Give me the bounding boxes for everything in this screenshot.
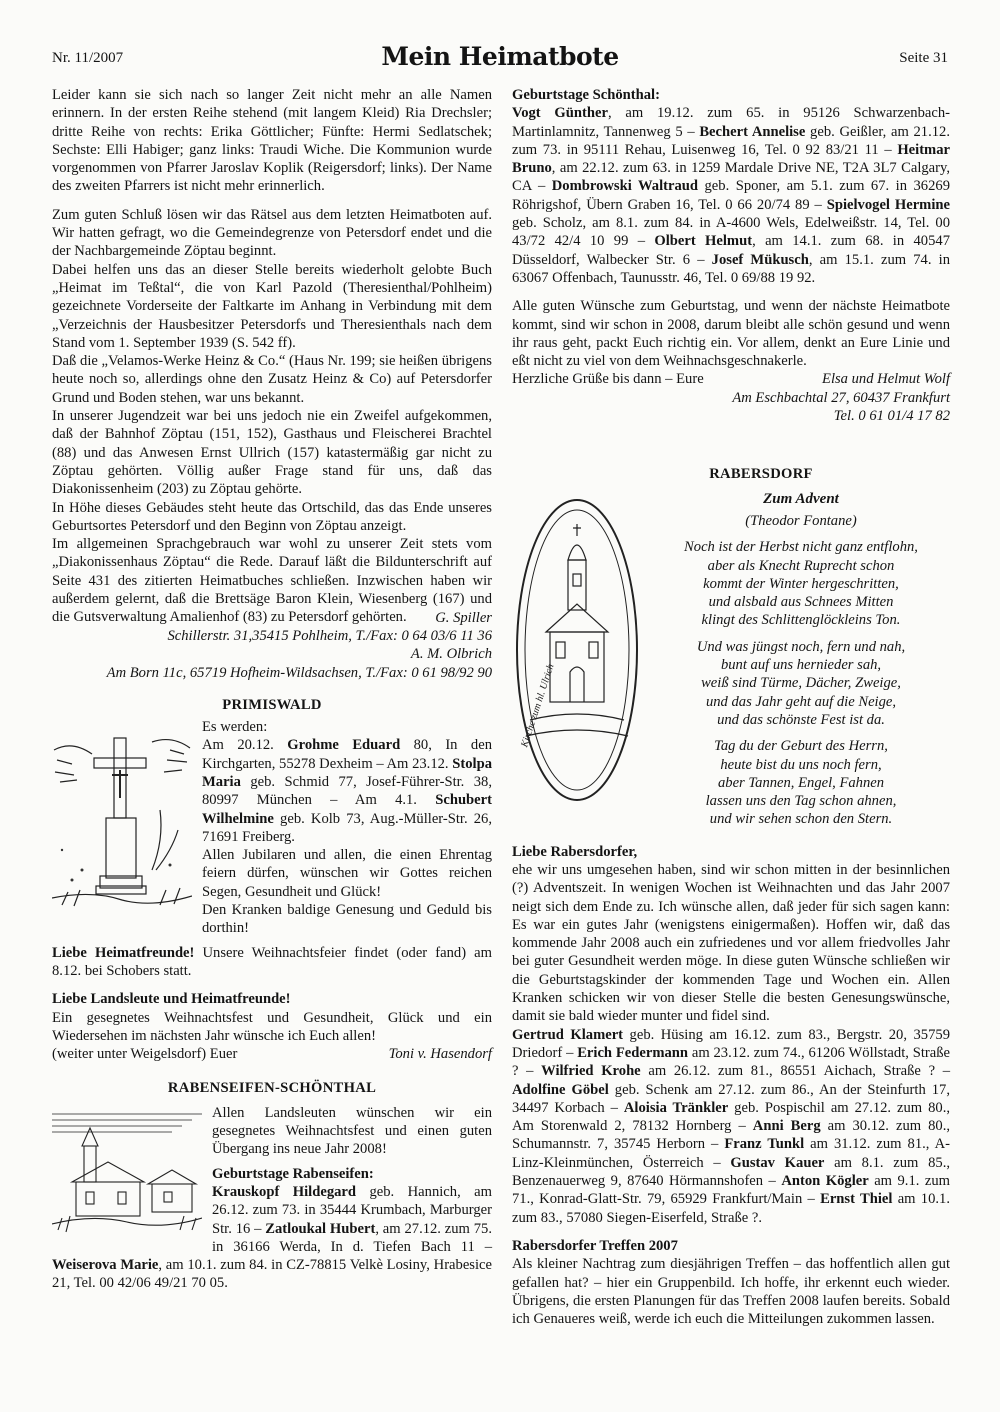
birthday-list: Gertrud Klamert geb. Hüsing am 16.12. zum 83., Bergstr. 20, 35759 Driedorf – Erich Federmann am 23.12. zum 74., 61206 Wöllstadt, Straße ? – Wilfried Krohe am 26.12. zum 81., 86551 Aichach, Straße ? – Adolfine Göbel geb. Schenk am 27.12. zum 86., An der Steinfurth 17, 34497 Korbach – Aloisia Tränkler geb. Pospischil am 27.12. zum 80., Am Storenwald 2, 78132 Hornberg – Anni Berg am 30.12. zum 80., Schumannstr. 7, 35745 Herborn – Franz Tunkl am 31.12. zum 81., A-Linz-Kleinmünchen, Österreich – Gustav Kauer am 8.1. zum 85., Benzenauerweg 9, 87640 Hörmannshofen – Anton Kögler am 9.1. zum 71., Konrad-Glatt-Str. 79, 65929 Frankfurt/Main – Ernst Thiel am 10.1. zum 83., 57080 Siegen-Eiserfeld, Straße ?. (512, 1026, 951, 1226)
paragraph: Liebe Heimatfreunde! Unsere Weihnachtsfeier findet (oder fand) am 8.12. bei Schobers statt. (52, 944, 492, 979)
signature-row: (weiter unter Weigelsdorf) Euer Toni v. Hasendorf (52, 1046, 492, 1063)
signature-name: A. M. Olbrich (410, 646, 492, 663)
person-name: Adolfine Göbel (512, 1081, 609, 1098)
section-title-primiswald: PRIMISWALD (222, 696, 322, 713)
right-column (512, 86, 950, 1328)
signature-name: G. Spiller (435, 609, 492, 626)
signature-phone: Tel. 0 61 01/4 17 82 (833, 408, 950, 425)
person-name: Zatloukal Hubert (265, 1220, 376, 1237)
wayside-cross-illustration (52, 720, 192, 915)
signature-row: Herzliche Grüße bis dann – Eure Elsa und Helmut Wolf (512, 371, 950, 388)
paragraph: In unserer Jugendzeit war bei uns jedoch nie ein Zweifel aufgekommen, daß der Bahnhof Zöptau (151, 152), Gasthaus und Fleischerei Brachtel (88) und das Anwesen Ernst Ullrich (157) katastermäßig gar nicht zu Zöptau gehörten. Völlig außer Frage stand für uns, daß das Diakonissenheim (203) zu Zöptau gehörte. (52, 408, 492, 498)
poem-author: (Theodor Fontane) (745, 512, 857, 529)
section-title-rabenseifen: RABENSEIFEN-SCHÖNTHAL (167, 1080, 377, 1097)
person-name: Anni Berg (752, 1118, 821, 1135)
paragraph: Ein gesegnetes Weihnachtsfest und Gesundheit, Glück und ein Wiedersehen im nächsten Jahr wünsche ich Euch allen! (52, 1009, 492, 1044)
person-name: Anton Kögler (781, 1173, 869, 1190)
signature-address: Am Eschbachtal 27, 60437 Frankfurt (732, 389, 950, 406)
poem-stanza: Noch ist der Herbst nicht ganz entflohn, aber als Knecht Ruprecht schon kommt der Winter hergeschritten, und alsbald aus Schnees Mitten klingt des Schlittenglöckleins Ton. (684, 539, 918, 629)
person-name: Grohme Eduard (287, 737, 401, 754)
paragraph: Leider kann sie sich nach so langer Zeit nicht mehr an alle Namen erinnern. In der ersten Reihe stehend (mit langem Kleid) Ria Drechsler; dritte Reihe von rechts: Erika Göttlicher; Fünfte: Hermi Sedlatschek; Sechste: Elli Habiger; ganz links: Traudi Wiche. Die Kommunion wurde vorgenommen von Pfarrer Jaroslav Koplik (Reigersdorf; links). Der Name des zweiten Pfarrers ist nicht mehr erinnerlich. (52, 87, 492, 195)
subheading: Geburtstage Schönthal: (512, 87, 660, 103)
person-name: Vogt Günther (512, 105, 608, 122)
paragraph: Den Kranken baldige Genesung und Geduld bis dorthin! (202, 902, 492, 937)
issue-number: Nr. 11/2007 (52, 50, 124, 66)
chapel-icon (512, 490, 642, 810)
person-name: Aloisia Tränkler (623, 1099, 729, 1116)
person-name: Wilfried Krohe (541, 1063, 641, 1080)
person-name: Krauskopf Hildegard (212, 1183, 357, 1200)
cross-icon (52, 720, 192, 910)
poem-stanza: Tag du der Geburt des Herrn, heute bist du uns noch fern, aber Tannen, Engel, Fahnen lassen uns den Tag schon ahnen, und wir sehen schon den Stern. (705, 738, 897, 828)
paragraph: Allen Landsleuten wünschen wir ein gesegnetes Weihnachtsfest und einen guten Übergang ins neue Jahr 2008! (212, 1104, 492, 1158)
signature-address: Schillerstr. 31,35415 Pohlheim, T./Fax: 0 64 03/6 11 36 (167, 627, 492, 644)
section-title-rabersdorf: RABERSDORF (709, 466, 813, 483)
person-name: Spielvogel Hermine (826, 196, 950, 213)
poem-title: Zum Advent (763, 490, 839, 507)
paragraph: Zum guten Schluß lösen wir das Rätsel aus dem letzten Heimatboten auf. Wir hatten gefragt, wo die Gemeindegrenze von Petersdorf endet und die der Nachbargemeinde Zöptau beginnt. (52, 206, 492, 260)
page-header (52, 42, 948, 72)
person-name: Gertrud Klamert (512, 1026, 624, 1043)
medallion-caption: Kirche zum hl. Ulrich (519, 662, 557, 749)
person-name: Weiserova Marie (52, 1257, 159, 1274)
church-icon (52, 1106, 202, 1234)
paragraph: ehe wir uns umgesehen haben, sind wir schon mitten in der besinnlichen (?) Adventszeit. In wenigen Wochen ist Weihnachten und das Jahr 2007 neigt sich dem Ende zu. Ich wünsche allen, daß jeder für sich sagen kann: Es war ein gutes Jahr (wenigstens einigermaßen). Hoffen wir, daß das kommende Jahr 2008 auch ein zufriedenes und vor allem friedvolles Jahr bei guter Gesundheit werden möge. In diese guten Wünsche schließen wir die Geburtstagskinder der kommenden Tage und Wochen ein. Allen Kranken schicken wir von dieser Stelle die besten Genesungswünsche, damit sie bald wieder munter und fidel sind. (512, 861, 950, 1025)
paragraph: Dabei helfen uns das an dieser Stelle bereits wiederholt gelobte Buch „Heimat im Teßtal“, die von Karl Pazold (Theresienthal/Pohlheim) gezeichnete Vorderseite der Faltkarte im Anhang in Verbindung mit dem „Verzeichnis der Hausbesitzer Petersdorfs und Theresienthals nach dem Stand vom 1. September 1939 (S. 542 ff). (52, 261, 492, 351)
intro-text: Es werden: (202, 719, 268, 736)
subheading: Liebe Rabersdorfer, (512, 843, 638, 860)
person-name: Franz Tunkl (724, 1136, 805, 1153)
birthday-list: Vogt Günther, am 19.12. zum 65. in 95126 Schwarzenbach-Martinlamnitz, Tannenweg 5 – Bechert Annelise geb. Geißler, am 21.12. zum 73. in 95111 Rehau, Luisenweg 16, Tel. 0 92 83/21 11 – Heitmar Bruno, am 22.12. zum 63. in 1259 Mardale Drive NE, T2A 3L7 Calgary, CA – Dombrowski Waltraud geb. Sponer, am 5.1. zum 67. in 36269 Röhrigshof, Übern Graben 16, Tel. 0 66 20/74 89 – Spielvogel Hermine geb. Scholz, am 8.1. zum 84. in A-4600 Wels, Edelweißstr. 14, Tel. 00 43/72 42/4 10 99 – Olbert Helmut, am 14.1. zum 68. in 40547 Düsseldorf, Walbecker Str. 6 – Josef Mükusch, am 15.1. zum 74. in 63067 Offenbach, Taunusstr. 46, Tel. 0 69/88 19 92. (512, 105, 950, 286)
subheading: Rabersdorfer Treffen 2007 (512, 1237, 678, 1254)
birthday-list: Krauskopf Hildegard geb. Hannich, am 26.12. zum 73. in 35444 Krumbach, Marburger Str. 16 – Zatloukal Hubert, am 27.12. zum 75. in 36166 Werda, In d. Tiefen Bach 11 – Weiserova Marie, am 10.1. zum 84. in CZ-78815 Velkè Losiny, Hrabesice 21, Tel. 00 42/06 49/21 70 05. (52, 1183, 492, 1292)
paragraph: Im allgemeinen Sprachgebrauch war wohl zu unserer Zeit stets vom „Diakonissenhaus Zöptau“ die Rede. Darauf läßt die Bildunterschrift auf Seite 431 des zitierten Heimatbuches schließen. Inzwischen haben wir außerdem gelernt, daß die Brettsäge Baron Klein, Wiesenberg (167) und die Gutsverwaltung Amalienhof (83) zu Petersdorf gehörten. (52, 536, 492, 626)
poem-stanza: Und was jüngst noch, fern und nah, bunt auf uns hernieder sah, weiß sind Türme, Dächer, Zweige, und das Jahr geht auf die Neige, und das schönste Fest ist da. (696, 638, 906, 728)
village-church-illustration (52, 1106, 202, 1239)
page-number: Seite 31 (899, 50, 948, 66)
paragraph: Als kleiner Nachtrag zum diesjährigen Treffen – das hoffentlich allen gut gefallen hat? – hier ein Gruppenbild. Ich hoffe, ihr erkennt euch wieder. Übrigens, die ersten Planungen für das Treffen 2008 laufen bereits. Sobald ich Genaueres weiß, werde ich euch die Mitteilungen zukommen lassen. (512, 1256, 950, 1328)
paragraph: Daß die „Velamos-Werke Heinz & Co.“ (Haus Nr. 199; sie heißen übrigens heute noch so, allerdings ohne den Zusatz Heinz & Co) auf Petersdorfer Grund und Boden stehen, war uns bekannt. (52, 353, 492, 406)
masthead-logo: Mein Heimatbote (381, 42, 619, 71)
person-name: Bechert Annelise (699, 123, 806, 140)
birthday-list: Am 20.12. Grohme Eduard 80, In den Kirchgarten, 55278 Dexheim – Am 23.12. Stolpa Maria geb. Schmid 77, Josef-Führer-Str. 38, 80997 München – Am 4.1. Schubert Wilhelmine geb. Kolb 73, Aug.-Müller-Str. 26, 71691 Freiberg. (202, 737, 492, 845)
paragraph: Allen Jubilaren und allen, die einen Ehrentag feiern dürfen, wünschen wir Gottes reichen Segen, Gesundheit und Glück! (202, 847, 492, 900)
person-name: Josef Mükusch (711, 251, 809, 268)
subheading: Liebe Landsleute und Heimatfreunde! (52, 991, 291, 1008)
church-medallion-illustration (512, 490, 642, 815)
person-name: Ernst Thiel (820, 1191, 893, 1208)
subheading: Geburtstage Rabenseifen: (212, 1165, 374, 1182)
person-name: Schubert Wilhelmine (202, 792, 492, 827)
person-name: Dombrowski Waltraud (551, 178, 698, 195)
person-name: Stolpa Maria (202, 755, 492, 790)
person-name: Olbert Helmut (654, 233, 753, 250)
signature-address: Am Born 11c, 65719 Hofheim-Wildsachsen, T./Fax: 0 61 98/92 90 (106, 664, 492, 681)
left-column (52, 86, 492, 1293)
person-name: Heitmar Bruno (512, 141, 950, 177)
paragraph: Alle guten Wünsche zum Geburtstag, und wenn der nächste Heimatbote kommt, sind wir schon in 2008, darum bleibt alle schön gesund und wenn ihr raus geht, packt Euch richtig ein. Vor allem, denkt an Eure Linie und eßt nicht zu viel von dem Weihnachsgeschnakerle. (512, 298, 950, 370)
person-name: Erich Federmann (577, 1044, 689, 1061)
person-name: Gustav Kauer (730, 1154, 825, 1171)
paragraph: In Höhe dieses Gebäudes steht heute das Ortschild, das das Ende unseres Geburtsortes Petersdorf und den Beginn von Zöptau anzeigt. (52, 499, 492, 534)
